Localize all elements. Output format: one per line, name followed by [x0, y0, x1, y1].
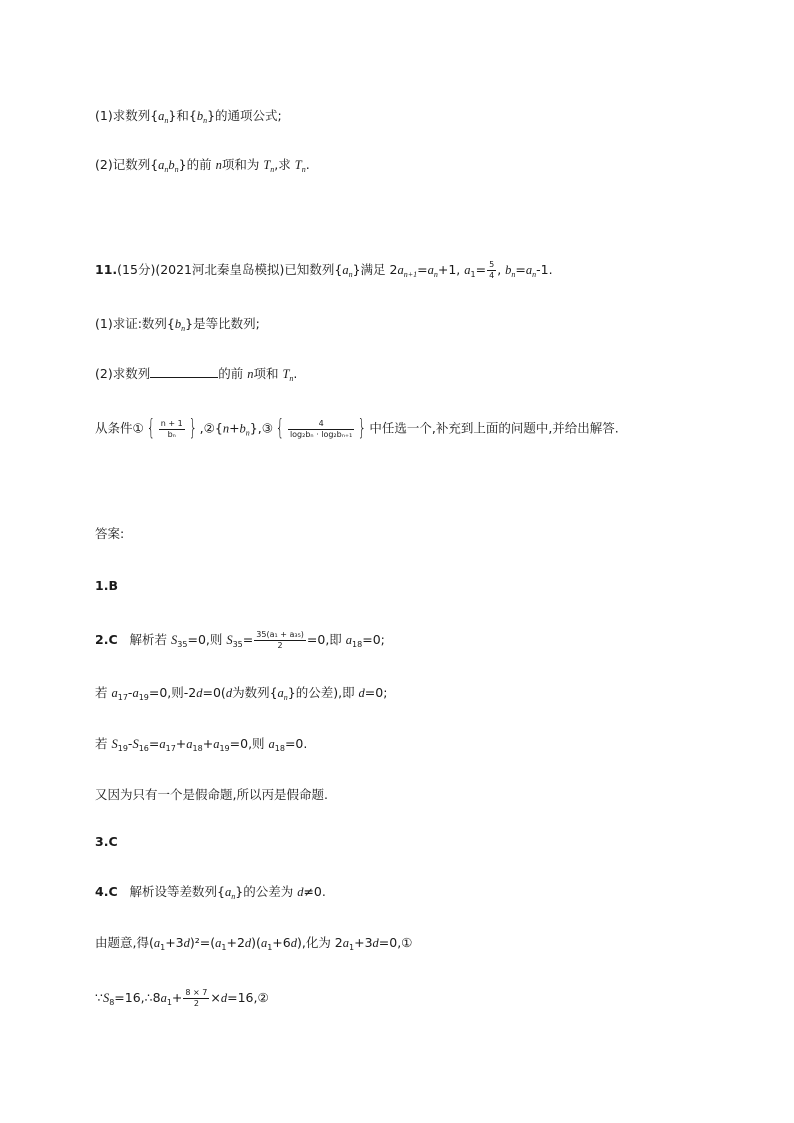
var-a: a: [342, 263, 349, 277]
left-brace: {: [275, 416, 285, 441]
text: ),化为 2: [296, 935, 343, 950]
fill-blank[interactable]: [150, 365, 218, 378]
text: ≠0.: [303, 884, 326, 899]
var-b: b: [239, 421, 246, 436]
sub-1: 1: [470, 270, 476, 279]
text: +1,: [437, 262, 461, 277]
sum-fraction: [254, 630, 306, 651]
q10-part1: [95, 107, 282, 130]
text: 解析设等差数列{: [129, 884, 226, 899]
sub-n: n: [301, 165, 306, 174]
text: 若: [95, 685, 112, 700]
condition-1-fraction: [159, 419, 185, 440]
q11-part2: [95, 365, 297, 388]
var-a: a: [159, 737, 166, 751]
var-a: a: [342, 936, 349, 950]
sub-n: n: [231, 892, 236, 901]
var-T: T: [294, 158, 302, 172]
var-a: a: [525, 263, 533, 277]
text: +: [202, 736, 214, 751]
var-S: S: [226, 633, 233, 647]
text: }的前: [178, 157, 216, 172]
text: (2)记数列{: [95, 157, 159, 172]
sub-19: 19: [138, 693, 149, 702]
text: }的公差),即: [287, 685, 359, 700]
var-a: a: [158, 109, 165, 123]
text: =: [515, 262, 526, 277]
q10-part2: [95, 156, 310, 179]
var-a: a: [277, 686, 284, 700]
sub-n: n: [203, 116, 208, 125]
answer-4-line3: [95, 988, 269, 1012]
text: ,: [497, 262, 502, 277]
sub-n: n: [283, 693, 288, 702]
text: +: [175, 736, 187, 751]
text: =0,①: [378, 935, 413, 950]
q11-choose: [95, 418, 619, 443]
sub-n: n: [433, 270, 438, 279]
answer-4-line1: [95, 883, 326, 906]
sub-n: n: [511, 270, 516, 279]
var-b: b: [174, 317, 182, 331]
text: -1.: [536, 262, 553, 277]
var-a: a: [260, 936, 268, 950]
var-d: d: [196, 686, 203, 700]
var-a: a: [213, 737, 220, 751]
text: =0(: [202, 685, 226, 700]
answer-3: 3.C: [95, 834, 118, 849]
text: +6: [272, 935, 291, 950]
denominator: bₙ: [167, 429, 176, 439]
sub-n: n: [532, 270, 537, 279]
var-a: a: [427, 263, 434, 277]
sub-1: 1: [166, 998, 172, 1007]
text: )(: [251, 935, 261, 950]
var-a: a: [132, 686, 139, 700]
sub-1: 1: [160, 943, 166, 952]
var-n: n: [215, 158, 222, 172]
var-a: a: [160, 991, 167, 1005]
var-a: a: [397, 263, 404, 277]
text: +: [229, 420, 240, 436]
text: -: [127, 736, 133, 751]
text: .: [293, 366, 298, 381]
text: (1)求数列{: [95, 108, 159, 123]
sub-n1: n+1: [403, 270, 418, 279]
var-d: d: [183, 936, 190, 950]
sub-18: 18: [192, 744, 203, 753]
text: 项和为: [221, 157, 264, 172]
text: 为数列{: [232, 685, 278, 700]
var-d: d: [220, 991, 228, 1005]
sub-n: n: [174, 165, 179, 174]
sub-n: n: [289, 374, 294, 383]
condition-3-fraction: [288, 419, 354, 440]
var-b: b: [505, 263, 512, 277]
text: =0,即: [306, 632, 346, 647]
text: =16,②: [227, 990, 269, 1005]
text: }的通项公式;: [207, 108, 282, 123]
sub-1: 1: [267, 943, 273, 952]
var-a: a: [186, 737, 193, 751]
answers-title: 答案:: [95, 526, 125, 541]
var-S: S: [111, 737, 118, 751]
answer-2-line2: [95, 684, 387, 707]
numerator: 35(a₁ + a₃₅): [256, 630, 304, 639]
answer-2-line4: 又因为只有一个是假命题,所以丙是假命题.: [95, 787, 328, 802]
denominator: 4: [489, 271, 495, 280]
var-a: a: [111, 686, 118, 700]
numerator: 8 × 7: [185, 988, 208, 997]
q11-part1: [95, 315, 260, 338]
var-T: T: [263, 158, 271, 172]
text: (2)求数列: [95, 366, 151, 381]
answer-2-line3: [95, 735, 307, 758]
var-d: d: [372, 936, 379, 950]
sub-35: 35: [232, 640, 243, 649]
var-a: a: [464, 263, 471, 277]
var-a: a: [268, 737, 275, 751]
var-n: n: [222, 421, 230, 436]
var-a: a: [158, 158, 165, 172]
sub-18: 18: [274, 744, 285, 753]
text: 由题意,得(: [95, 935, 154, 950]
sub-8: 8: [109, 998, 115, 1007]
text: 从条件①: [95, 420, 144, 436]
text: =: [148, 736, 160, 751]
var-a: a: [215, 936, 222, 950]
text: },③: [249, 420, 273, 436]
text: }是等比数列;: [185, 316, 260, 331]
denominator: log₂bₙ · log₂bₙ₊₁: [289, 429, 353, 439]
var-a: a: [225, 885, 232, 899]
text: =16,∴8: [114, 990, 161, 1005]
sub-17: 17: [165, 744, 176, 753]
var-n: n: [247, 367, 254, 381]
sub-n: n: [164, 165, 169, 174]
sub-1: 1: [349, 943, 355, 952]
denominator: 2: [193, 999, 199, 1008]
left-brace: {: [146, 416, 155, 441]
text: ,求: [274, 157, 295, 172]
sub-35: 35: [177, 640, 188, 649]
text: ∵: [95, 990, 103, 1005]
var-T: T: [282, 367, 290, 381]
text: .: [305, 157, 310, 172]
text: =0,则: [229, 736, 269, 751]
sub-n: n: [348, 270, 353, 279]
var-d: d: [297, 885, 304, 899]
text: }的公差为: [235, 884, 298, 899]
right-brace: }: [358, 416, 367, 441]
text: -: [127, 685, 133, 700]
var-d: d: [290, 936, 297, 950]
var-S: S: [102, 991, 110, 1005]
var-d: d: [225, 686, 233, 700]
sub-16: 16: [138, 744, 149, 753]
sub-19: 19: [117, 744, 128, 753]
var-a: a: [345, 633, 353, 647]
answer-1: 1.B: [95, 578, 118, 593]
text: }和{: [168, 108, 197, 123]
answer-label: 4.C: [95, 884, 118, 899]
text: =: [417, 262, 428, 277]
denominator: 2: [277, 641, 283, 650]
combination-fraction: [183, 988, 209, 1009]
numerator: n + 1: [160, 418, 183, 428]
var-S: S: [132, 737, 139, 751]
text: (15分)(2021河北秦皇岛模拟)已知数列{: [117, 262, 343, 277]
answer-4-line2: [95, 934, 412, 957]
text: =0;: [362, 632, 385, 647]
numerator: 5: [489, 260, 495, 269]
text: =: [242, 632, 254, 647]
text: }满足 2: [352, 262, 398, 277]
text: =0.: [284, 736, 308, 751]
text: ,②{: [199, 420, 223, 436]
var-b: b: [196, 109, 204, 123]
right-brace: }: [188, 416, 197, 441]
numerator: 4: [288, 419, 354, 430]
answer-label: 2.C: [95, 632, 118, 647]
text: 中任选一个,补充到上面的问题中,并给出解答.: [369, 420, 619, 436]
text: 的前: [218, 366, 248, 381]
text: +: [171, 990, 183, 1005]
fraction-5-4: [487, 260, 496, 281]
sub-n: n: [245, 428, 250, 438]
var-b: b: [168, 158, 175, 172]
question-number: 11.: [95, 262, 118, 277]
text: =0,则: [187, 632, 227, 647]
text: =0,则-2: [148, 685, 197, 700]
var-d: d: [358, 686, 365, 700]
text: ×: [210, 990, 221, 1005]
sub-18: 18: [352, 640, 363, 649]
sub-n: n: [181, 324, 186, 333]
sub-19: 19: [219, 744, 230, 753]
q11-stem: [95, 260, 553, 284]
var-S: S: [171, 633, 178, 647]
text: +3: [354, 935, 373, 950]
sub-n: n: [270, 165, 275, 174]
text: 若: [95, 736, 112, 751]
text: =: [475, 262, 487, 277]
sub-17: 17: [117, 693, 128, 702]
text: )²=(: [189, 935, 216, 950]
sub-1: 1: [221, 943, 227, 952]
text: +3: [165, 935, 184, 950]
text: +2: [226, 935, 245, 950]
text: (1)求证:数列{: [95, 316, 175, 331]
text: 解析若: [129, 632, 172, 647]
text: 项和: [253, 366, 283, 381]
sub-n: n: [164, 116, 169, 125]
var-d: d: [244, 936, 252, 950]
text: =0;: [364, 685, 388, 700]
var-a: a: [153, 936, 161, 950]
answer-2-line1: [95, 630, 385, 654]
